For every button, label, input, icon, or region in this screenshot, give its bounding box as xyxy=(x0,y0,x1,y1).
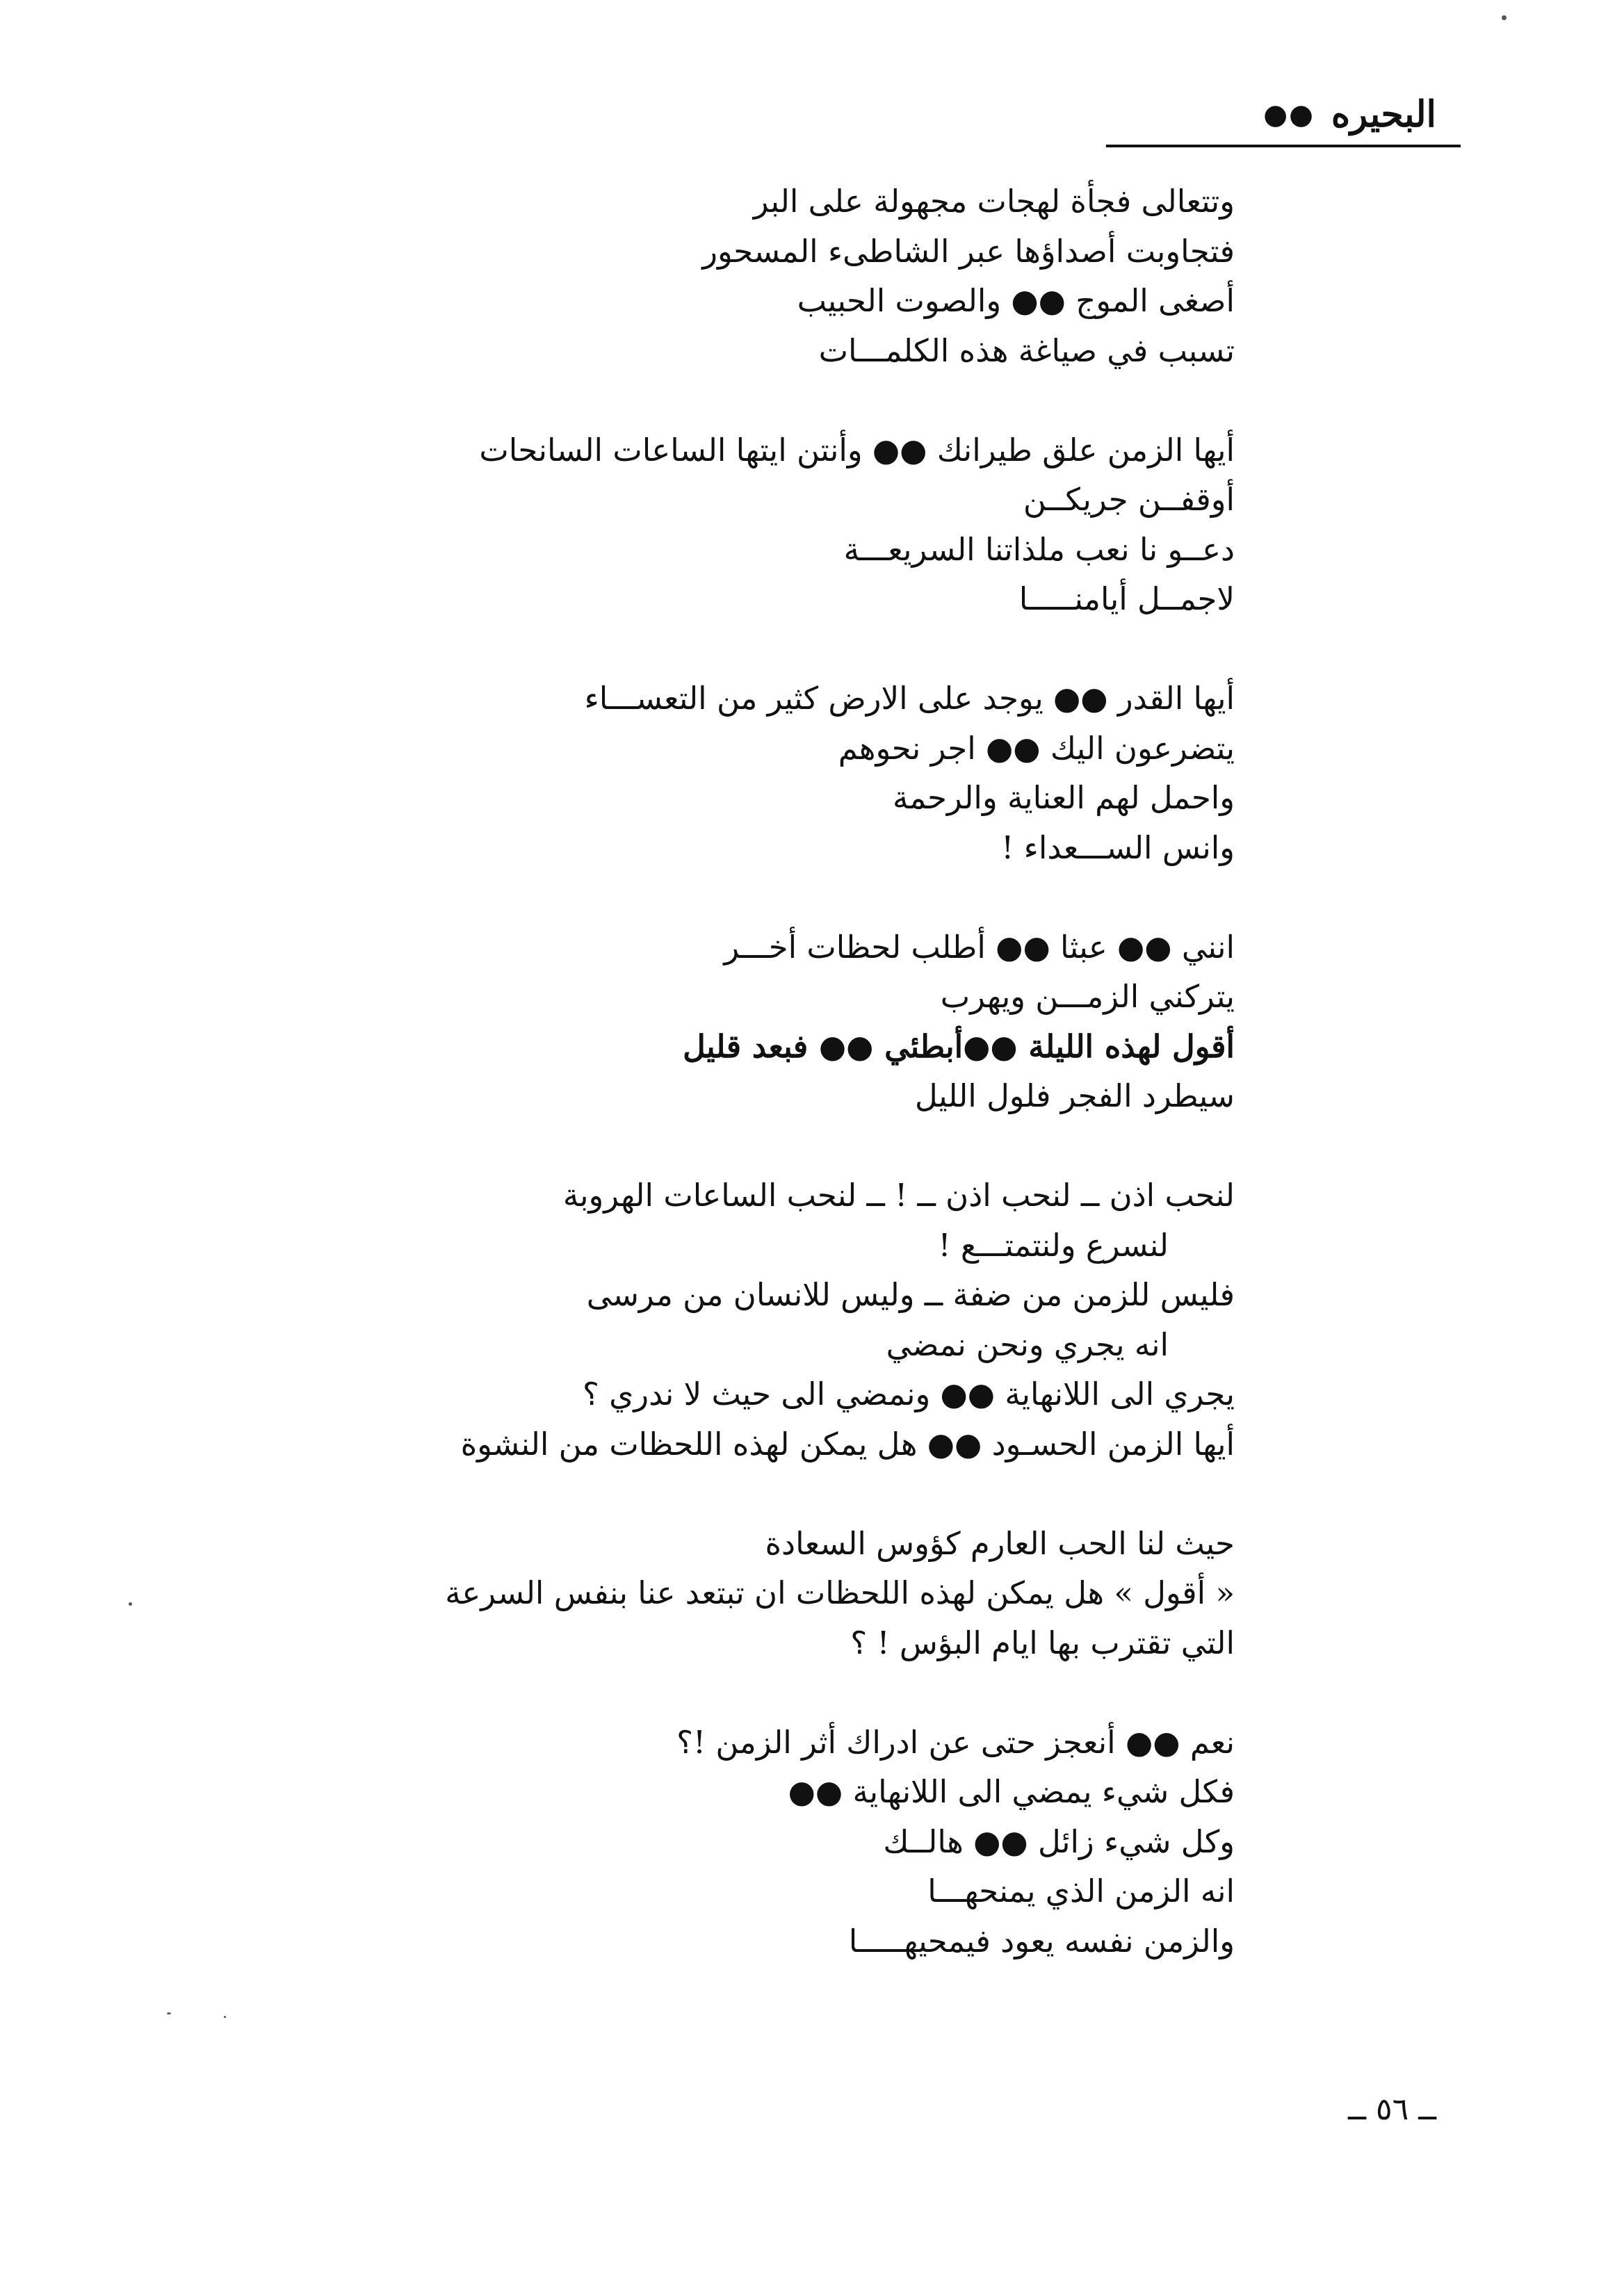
poem-line: وانس الســـعداء ! xyxy=(1001,829,1235,866)
poem-line: لنحب اذن ــ لنحب اذن ــ ! ــ لنحب الساعات الهروبة xyxy=(562,1177,1235,1214)
poem-line: أوقفــن جريكــن xyxy=(1023,481,1235,518)
poem-line: أيها القدر ●● يوجد على الارض كثير من التعســـاء xyxy=(584,680,1235,717)
poem-line: أقول لهذه الليلة ●●أبطئي ●● فبعد قليل xyxy=(683,1027,1235,1065)
poem-line: وكل شيء زائل ●● هالــك xyxy=(883,1823,1235,1860)
poem-line: أيها الزمن علق طيرانك ●● وأنتن ايتها الساعات السانحات xyxy=(479,431,1235,469)
poem-line: دعــو نا نعب ملذاتنا السريعـــة xyxy=(843,530,1235,568)
poem-line: « أقول » هل يمكن لهذه اللحظات ان تبتعد عنا بنفس السرعة xyxy=(445,1574,1235,1611)
poem-line: انني ●● عبثا ●● أطلب لحظات أخـــر xyxy=(724,928,1235,966)
poem-line: فكل شيء يمضي الى اللانهاية ●● xyxy=(788,1773,1235,1810)
chapter-title: البحيره xyxy=(1331,93,1436,136)
poem-line: فليس للزمن من ضفة ــ وليس للانسان من مرسى xyxy=(586,1276,1235,1313)
poem-line: لنسرع ولنتمتـــع ! xyxy=(938,1226,1169,1264)
poem-line: والزمن نفسه يعود فيمحيهـــــا xyxy=(848,1922,1235,1960)
scan-speck xyxy=(167,2012,171,2014)
poem-body xyxy=(359,177,1235,1966)
poem-line: يجري الى اللانهاية ●● ونمضي الى حيث لا ندري ؟ xyxy=(582,1376,1235,1412)
poem-line: يتركني الزمـــن ويهرب xyxy=(940,978,1235,1015)
stanza xyxy=(359,674,1235,872)
scan-speck xyxy=(129,1602,132,1606)
poem-line: يتضرعون اليك ●● اجر نحوهم xyxy=(838,729,1235,767)
scan-speck xyxy=(224,2016,226,2018)
header-rule xyxy=(1106,145,1461,147)
poem-line: حيث لنا الحب العارم كؤوس السعادة xyxy=(765,1524,1235,1562)
poem-line: تسبب في صياغة هذه الكلمـــات xyxy=(818,332,1235,369)
poem-line: أيها الزمن الحسـود ●● هل يمكن لهذه اللحظات من النشوة xyxy=(460,1425,1235,1463)
poem-line: لاجمــل أيامنـــــا xyxy=(1018,580,1235,617)
stanza xyxy=(359,922,1235,1121)
running-header xyxy=(1075,83,1436,146)
header-ornament: ●● xyxy=(1263,98,1315,131)
stanza xyxy=(359,1171,1235,1469)
poem-line: أصغى الموج ●● والصوت الحبيب xyxy=(797,282,1235,319)
scan-speck xyxy=(1502,15,1507,20)
poem-line: التي تقترب بها ايام البؤس ! ؟ xyxy=(850,1624,1235,1661)
poem-line: نعم ●● أنعجز حتى عن ادراك أثر الزمن !؟ xyxy=(676,1723,1235,1761)
poem-line: واحمل لهم العناية والرحمة xyxy=(892,779,1235,816)
poem-line: فتجاوبت أصداؤها عبر الشاطىء المسحور xyxy=(702,232,1235,270)
poem-line: سيطرد الفجر فلول الليل xyxy=(915,1077,1235,1114)
stanza xyxy=(359,177,1235,375)
stanza xyxy=(359,1718,1235,1966)
page-number: ــ ٥٦ ــ xyxy=(1348,2092,1436,2127)
poem-line: انه يجري ونحن نمضي xyxy=(886,1326,1169,1363)
poem-line: انه الزمن الذي يمنحهـــا xyxy=(927,1873,1235,1909)
stanza xyxy=(359,1519,1235,1668)
stanza xyxy=(359,425,1235,624)
poem-line: وتتعالى فجأة لهجات مجهولة على البر xyxy=(753,183,1235,220)
